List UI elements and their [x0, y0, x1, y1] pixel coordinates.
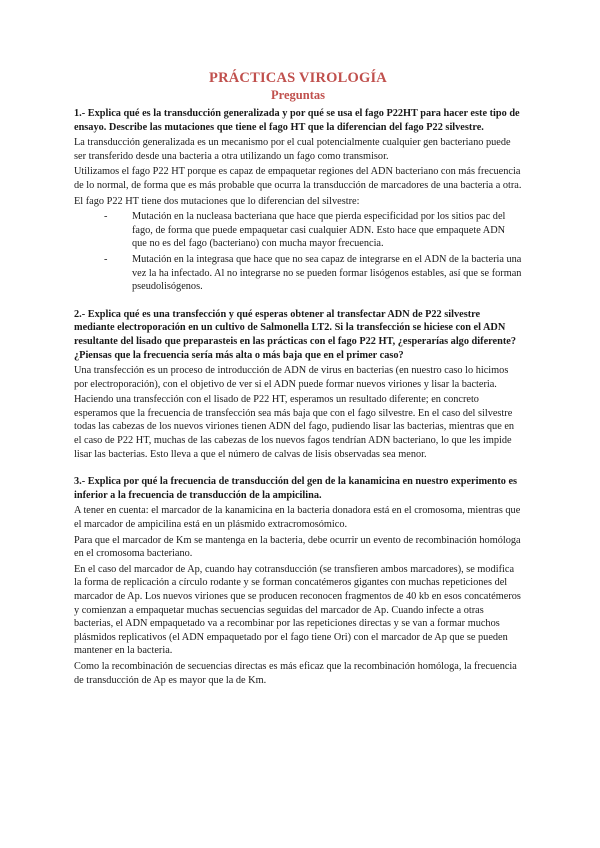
question-1-section — [74, 107, 522, 294]
document-title: PRÁCTICAS VIROLOGÍA — [209, 70, 387, 86]
answer-3-paragraph: Para que el marcador de Km se mantenga en la bacteria, debe ocurrir un evento de recombinación homóloga en el cromosoma bacteriano. — [74, 534, 521, 560]
mutations-list — [74, 210, 522, 294]
mutation-list-item: - Mutación en la nucleasa bacteriana que hace que pierda especificidad por los sitios pac del fago, de forma que puede empaquetar casi cualquier ADN. Esto hace que empaquete ADN que no es del fago (bacteriano) con mucha mayor frecuencia. — [120, 210, 522, 251]
question-1-heading: 1.- Explica qué es la transducción generalizada y por qué se usa el fago P22HT para hacer este tipo de ensayo. Describe las mutaciones que tiene el fago HT que la diferencian del fago P22 silvestre. — [74, 108, 520, 133]
answer-1-paragraph: Utilizamos el fago P22 HT porque es capaz de empaquetar regiones del ADN bacteriano con más frecuencia de lo normal, de forma que es más probable que ocurra la transducción de marcadores de una bacteria a otra. — [74, 166, 522, 191]
answer-3-paragraph: En el caso del marcador de Ap, cuando hay cotransducción (se transfieren ambos marcadores), se modifica la forma de replicación a círculo rodante y se forman concatémeros gigantes con muchas repeticiones del marcador de Ap. Los nuevos viriones que se producen reconocen fragmentos de 40 kb en esos concatémeros y comienzan a empaquetar muchas secuencias seguidas del marcador de Ap. Cuando infecte a otras bacterias, el ADN empaquetado va a recombinar por las repeticiones directas y se van a formar muchos plásmidos replicativos (el ADN empaquetado por el fago tiene Ori) con el marcador de Ap que se pueden mantener en la bacteria. — [74, 563, 521, 657]
document-subtitle: Preguntas — [271, 88, 325, 102]
answer-3-paragraph: Como la recombinación de secuencias directas es más eficaz que la recombinación homóloga, la frecuencia de transducción de Ap es mayor que la de Km. — [74, 660, 517, 686]
question-2-section — [74, 308, 522, 462]
question-2-heading: 2.- Explica qué es una transfección y qué esperas obtener al transfectar ADN de P22 silvestre mediante electroporación en un cultivo de Salmonella LT2. Si la transfección se hiciese con el ADN resultante del lisado que preparasteis en las prácticas con el fago P22 HT, ¿esperarías algo diferente?¿Piensas que la frecuencia sería más alta o más baja que en el primer caso? — [74, 308, 516, 361]
question-3-section — [74, 475, 522, 687]
answer-2-paragraph: Una transfección es un proceso de introducción de ADN de virus en bacterias (en nuestro caso lo hicimos por electroporación), con el objetivo de ver si el ADN puede formar nuevos viriones y lisar la bacteria. — [74, 365, 509, 390]
answer-2-paragraph: Haciendo una transfección con el lisado de P22 HT, esperamos un resultado diferente; en concreto esperamos que la frecuencia de transfección sea más baja que con el fago silvestre. En el caso del silvestre todas las cabezas de los nuevos viriones tienen ADN del fago, pudiendo lisar las bacterias, mientras que en el caso de P22 HT, muchas de las cabezas de los nuevos fagos tendrían ADN bacteriano, lo que les impide lisar las bacterias. Esto lleva a que el número de calvas de lisis observadas sea menor. — [74, 394, 515, 460]
answer-3-paragraph: A tener en cuenta: el marcador de la kanamicina en la bacteria donadora está en el cromosoma, mientras que el marcador de ampicilina está en un plásmido extracromosómico. — [74, 505, 521, 531]
mutation-list-item: - Mutación en la integrasa que hace que no sea capaz de integrarse en el ADN de la bacteria una vez la ha infectado. Al no integrarse no se pueden formar lisógenos estables, así que se forman pseudolisógenos. — [120, 253, 522, 294]
answer-1-paragraph: La transducción generalizada es un mecanismo por el cual potencialmente cualquier gen bacteriano puede ser transferido desde una bacteria a otra utilizando un fago como transmisor. — [74, 137, 511, 162]
answer-1-paragraph: El fago P22 HT tiene dos mutaciones que lo diferencian del silvestre: — [74, 195, 360, 207]
question-3-heading: 3.- Explica por qué la frecuencia de transducción del gen de la kanamicina en nuestro experimento es inferior a la frecuencia de transducción de la ampicilina. — [74, 476, 518, 501]
